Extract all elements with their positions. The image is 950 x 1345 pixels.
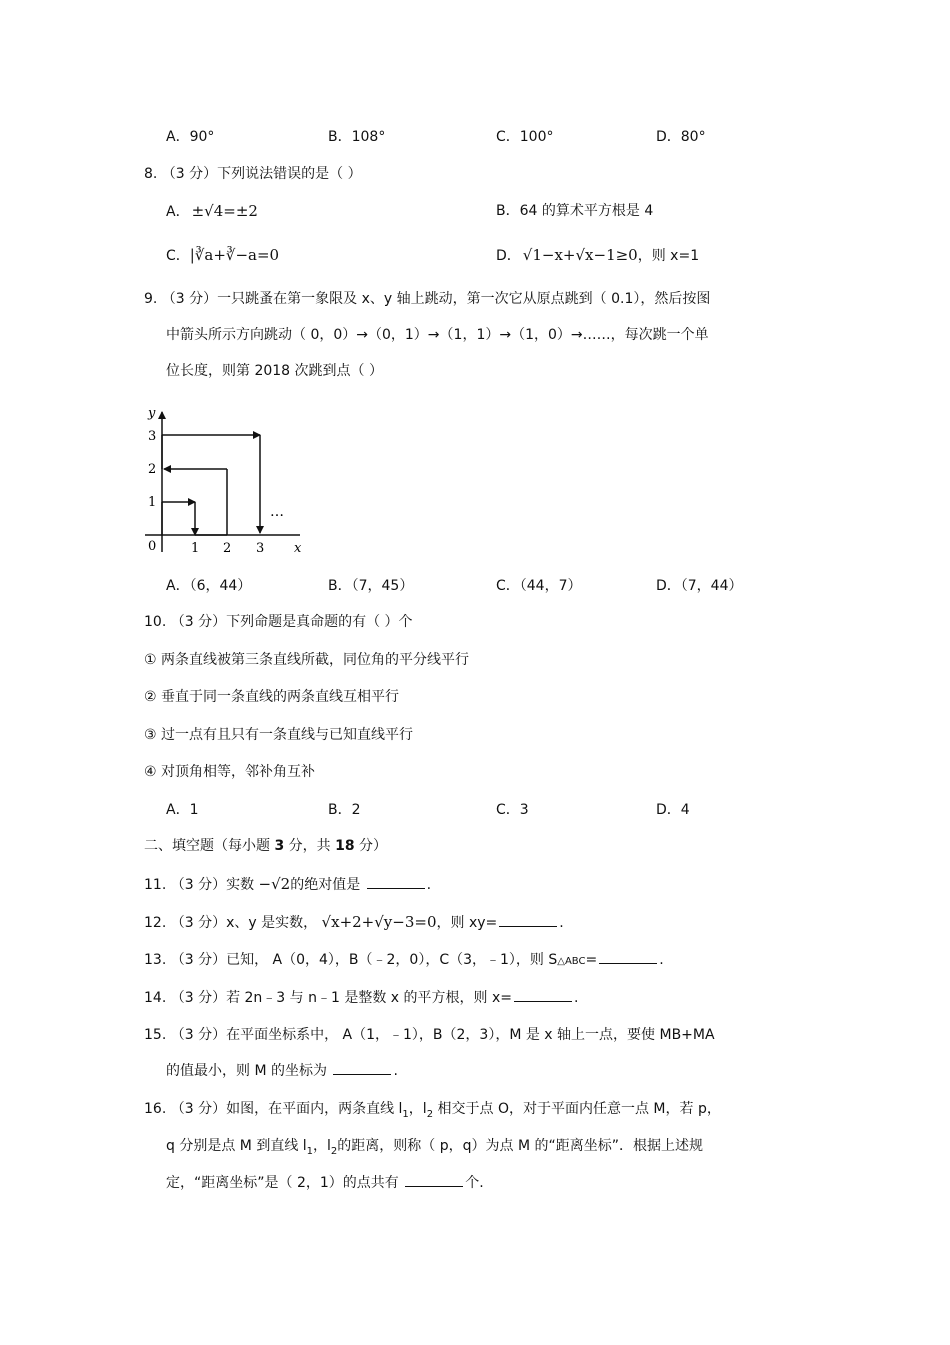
q7-option-c: C．100°: [496, 129, 554, 145]
x-axis-label: x: [294, 541, 302, 556]
q14: 14. （3 分）若 2n﹣3 与 n﹣1 是整数 x 的平方根，则 x= .: [144, 990, 579, 1006]
q7-option-a: A．90°: [166, 129, 215, 145]
origin-label: 0: [148, 539, 157, 554]
q10-item-3: ③ 过一点有且只有一条直线与已知直线平行: [144, 727, 413, 743]
q11: 11. （3 分）实数 −√2的绝对值是 .: [144, 875, 432, 893]
answer-blank[interactable]: [333, 1062, 391, 1075]
q8-option-b: B．64 的算术平方根是 4: [496, 203, 654, 219]
q8-option-d-tail: ，则 x=1: [637, 248, 700, 264]
x-tick-label: 1: [191, 541, 200, 556]
q9-line-3: 位长度，则第 2018 次跳到点（ ）: [166, 363, 383, 379]
answer-blank[interactable]: [499, 914, 557, 927]
q8-option-c-math: |∛a+∛−a=0: [189, 246, 280, 264]
y-tick-label: 1: [148, 495, 157, 510]
q9-option-c: C．（44，7）: [496, 578, 582, 594]
q7-option-d: D．80°: [656, 129, 706, 145]
q10-option-a: A．1: [166, 802, 199, 818]
q8-option-c-label: C．: [166, 248, 190, 264]
q10-item-2: ② 垂直于同一条直线的两条直线互相平行: [144, 689, 399, 705]
answer-blank[interactable]: [599, 951, 657, 964]
q11-math: −√2: [258, 875, 291, 893]
q10-option-c: C．3: [496, 802, 529, 818]
q9-line-1: 9. （3 分）一只跳蚤在第一象限及 x、y 轴上跳动，第一次它从原点跳到（ 0.1），然后按图: [144, 291, 711, 307]
q9-option-d: D．（7，44）: [656, 578, 743, 594]
q10-item-1: ① 两条直线被第三条直线所截，同位角的平分线平行: [144, 652, 469, 668]
q8-option-d-math: √1−x+√x−1≥0: [522, 246, 638, 264]
q8-option-d-label: D．: [496, 248, 521, 264]
q7-option-b: B．108°: [328, 129, 386, 145]
q8-option-a-math: ±√4=±2: [191, 202, 258, 220]
q9-option-b: B．（7，45）: [328, 578, 414, 594]
q10-option-b: B．2: [328, 802, 361, 818]
q16-line-1: 16. （3 分）如图，在平面内，两条直线 $l_1$，$l_2$ 相交于点 O，对于平面内任意一点 M，若 p，: [144, 1101, 721, 1120]
q8-option-c: [166, 246, 279, 265]
q8-option-d: [496, 246, 699, 265]
q16-line-3: 定，“距离坐标”是（ 2，1）的点共有 个.: [166, 1175, 484, 1191]
q15-line-1: 15. （3 分）在平面坐标系中， A（1，﹣1），B（2，3），M 是 x 轴上一点，要使 MB+MA: [144, 1027, 715, 1043]
q9-jump-figure: [140, 402, 310, 558]
q10-option-d: D．4: [656, 802, 690, 818]
q9-option-a: A．（6，44）: [166, 578, 252, 594]
answer-blank[interactable]: [514, 989, 572, 1002]
y-tick-label: 2: [148, 462, 157, 477]
q8-option-a: [166, 202, 258, 221]
answer-blank[interactable]: [405, 1174, 463, 1187]
answer-blank[interactable]: [367, 876, 425, 889]
x-tick-label: 3: [256, 541, 265, 556]
section-2-heading: 二、填空题（每小题 3 分，共 18 分）: [144, 838, 388, 854]
q8-option-a-label: A．: [166, 204, 190, 220]
q12-math: √x+2+√y−3=0: [321, 913, 437, 931]
q12: 12. （3 分）x、y 是实数， √x+2+√y−3=0，则 xy= .: [144, 913, 564, 931]
y-tick-label: 3: [148, 429, 157, 444]
x-tick-label: 2: [223, 541, 232, 556]
y-axis-label: y: [148, 406, 156, 421]
q9-line-2: 中箭头所示方向跳动（ 0，0）→（0，1）→（1，1）→（1，0）→……，每次跳一个单: [166, 327, 709, 343]
q10-stem: 10. （3 分）下列命题是真命题的有（ ）个: [144, 614, 413, 630]
q10-item-4: ④ 对顶角相等，邻补角互补: [144, 764, 316, 780]
q13: 13. （3 分）已知， A（0，4），B（﹣2，0），C（3，﹣1），则 S△ABC= .: [144, 952, 664, 968]
ellipsis-label: …: [270, 504, 284, 520]
q8-stem: 8. （3 分）下列说法错误的是（ ）: [144, 166, 362, 182]
q16-line-2: q 分别是点 M 到直线 $l_1$，$l_2$的距离，则称（ p，q）为点 M 的“距离坐标”．根据上述规: [166, 1138, 704, 1157]
q15-line-2: 的值最小，则 M 的坐标为 .: [166, 1063, 398, 1079]
